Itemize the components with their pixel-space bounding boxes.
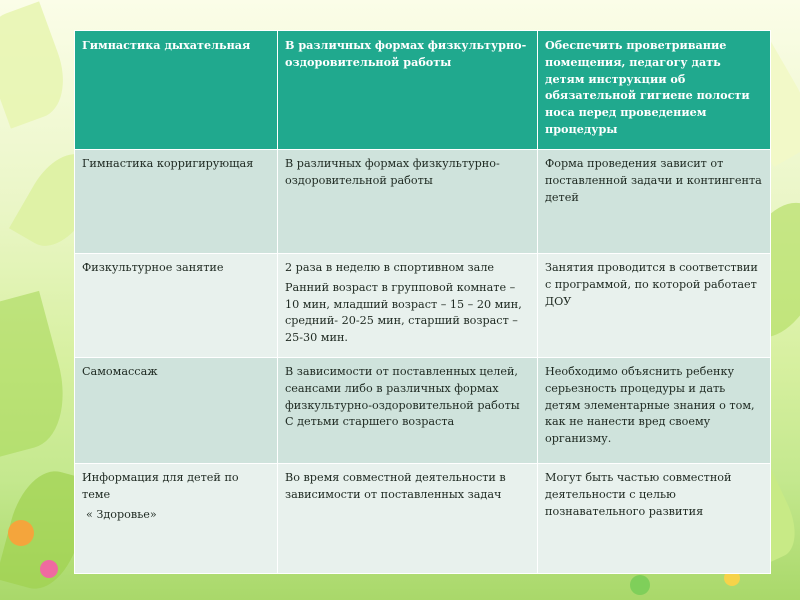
health-activities-table — [74, 30, 771, 574]
table-row — [75, 464, 771, 574]
cell-notes: Необходимо объяснить ребенку серьезность процедуры и дать детям элементарные знания о том, как не нанести вред своему организму. — [538, 358, 771, 464]
cell-notes: Форма проведения зависит от поставленной задачи и контингента детей — [538, 150, 771, 254]
table-row — [75, 150, 771, 254]
cell-when: В зависимости от поставленных целей, сеансами либо в различных формах физкультурно-оздоровительной работы С детьми старшего возраста — [278, 358, 538, 464]
table-row — [75, 254, 771, 358]
cell-when: В различных формах физкультурно-оздоровительной работы — [278, 150, 538, 254]
cell-activity — [75, 464, 278, 574]
cell-when: Во время совместной деятельности в зависимости от поставленных задач — [278, 464, 538, 574]
cell-activity-line: « Здоровье» — [86, 507, 157, 521]
bubble-decoration — [630, 575, 650, 595]
leaf-decoration — [0, 291, 78, 459]
bubble-decoration — [8, 520, 34, 546]
cell-activity: Физкультурное занятие — [75, 254, 278, 358]
cell-activity-line: Информация для детей по теме — [82, 471, 239, 501]
cell-when-line: Ранний возраст в групповой комнате – 10 мин, младший возраст – 15 – 20 мин, средний- 20-25 мин, старший возраст – 25-30 мин. — [285, 280, 522, 345]
cell-when-line: 2 раза в неделю в спортивном зале — [285, 261, 495, 274]
cell-activity: Самомассаж — [75, 358, 278, 464]
cell-activity: Гимнастика корригирующая — [75, 150, 278, 254]
cell-notes: Могут быть частью совместной деятельности с целью познавательного развития — [538, 464, 771, 574]
cell-notes: Занятия проводится в соответствии с программой, по которой работает ДОУ — [538, 254, 771, 358]
bubble-decoration — [40, 560, 58, 578]
header-cell-when: В различных формах физкультурно-оздоровительной работы — [278, 31, 538, 150]
table-row — [75, 358, 771, 464]
header-cell-notes: Обеспечить проветривание помещения, педагогу дать детям инструкции об обязательной гигиене полости носа перед проведением процедуры — [538, 31, 771, 150]
cell-when — [278, 254, 538, 358]
leaf-decoration — [0, 1, 77, 128]
header-cell-activity: Гимнастика дыхательная — [75, 31, 278, 150]
table-header-row — [75, 31, 771, 150]
